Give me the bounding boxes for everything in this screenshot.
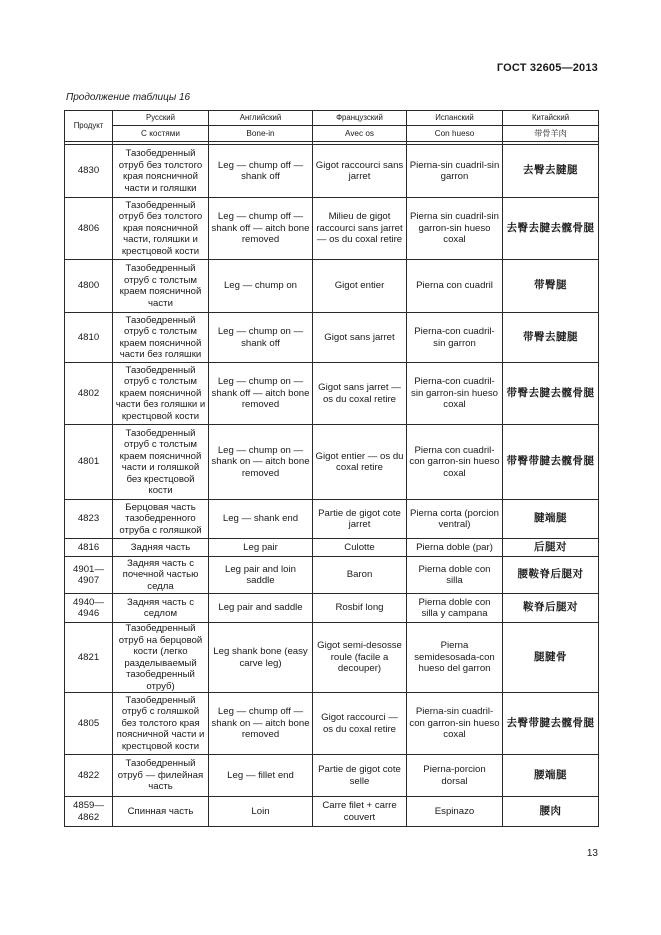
translation-table [64,110,599,827]
table-row [65,594,599,623]
product-code: 4802 [65,363,113,425]
russian-name: Берцовая часть тазобедренного отруба с голяшкой [113,500,209,539]
english-name: Leg shank bone (easy carve leg) [209,623,313,693]
table-row [65,539,599,557]
chinese-name: 带臀腿 [503,260,599,313]
russian-name: Тазобедренный отруб с голяшкой без толстого края поясничной части и крестцовой кости [113,693,209,755]
product-code: 4901—4907 [65,557,113,594]
product-code: 4801 [65,425,113,500]
chinese-name: 腿腱骨 [503,623,599,693]
spanish-name: Espinazo [407,797,503,827]
russian-name: Тазобедренный отруб без толстого края поясничной части и голяшки [113,145,209,198]
subheader-spanish: Con hueso [407,126,503,142]
chinese-name: 带臀去腱腿 [503,313,599,363]
chinese-name: 腱端腿 [503,500,599,539]
french-name: Gigot entier [313,260,407,313]
header-product: Продукт [65,111,113,142]
spanish-name: Pierna-con cuadril-sin garron-sin hueso coxal [407,363,503,425]
header-spanish: Испанский [407,111,503,126]
table-row [65,425,599,500]
french-name: Milieu de gigot raccourci sans jarret — os du coxal retire [313,198,407,260]
product-code: 4822 [65,755,113,797]
russian-name: Тазобедренный отруб на берцовой кости (легко разделываемый тазобедренный отруб) [113,623,209,693]
table-row [65,623,599,693]
russian-name: Задняя часть с седлом [113,594,209,623]
spanish-name: Pierna-sin cuadril-sin garron [407,145,503,198]
chinese-name: 腰鞍脊后腿对 [503,557,599,594]
french-name: Gigot semi-desosse roule (facile a decouper) [313,623,407,693]
spanish-name: Pierna corta (porcion ventral) [407,500,503,539]
french-name: Gigot raccourci — os du coxal retire [313,693,407,755]
product-code: 4821 [65,623,113,693]
english-name: Leg — chump on — shank off — aitch bone removed [209,363,313,425]
subheader-english: Bone-in [209,126,313,142]
spanish-name: Pierna doble con silla y campana [407,594,503,623]
chinese-name: 去臀去腱腿 [503,145,599,198]
page-number: 13 [586,848,598,859]
english-name: Leg — chump on — shank off [209,313,313,363]
russian-name: Тазобедренный отруб с толстым краем поясничной части без голяшки [113,313,209,363]
spanish-name: Pierna-sin cuadril-con garron-sin hueso coxal [407,693,503,755]
french-name: Partie de gigot cote selle [313,755,407,797]
header-chinese: Китайский [503,111,599,126]
chinese-name: 去臀带腱去髋骨腿 [503,693,599,755]
subheader-chinese: 带骨羊肉 [503,126,599,142]
chinese-name: 后腿对 [503,539,599,557]
table-row [65,198,599,260]
french-name: Gigot entier — os du coxal retire [313,425,407,500]
product-code: 4830 [65,145,113,198]
french-name: Partie de gigot cote jarret [313,500,407,539]
chinese-name: 带臀去腱去髋骨腿 [503,363,599,425]
english-name: Leg — chump off — shank off — aitch bone removed [209,198,313,260]
chinese-name: 带臀带腱去髋骨腿 [503,425,599,500]
chinese-name: 腰端腿 [503,755,599,797]
table-caption: Продолжение таблицы 16 [66,92,191,103]
chinese-name: 腰肉 [503,797,599,827]
english-name: Leg — chump on — shank on — aitch bone removed [209,425,313,500]
product-code: 4805 [65,693,113,755]
french-name: Rosbif long [313,594,407,623]
chinese-name: 去臀去腱去髋骨腿 [503,198,599,260]
english-name: Leg — shank end [209,500,313,539]
header-english: Английский [209,111,313,126]
spanish-name: Pierna con cuadril [407,260,503,313]
table-row [65,755,599,797]
russian-name: Спинная часть [113,797,209,827]
spanish-name: Pierna-porcion dorsal [407,755,503,797]
table-row [65,693,599,755]
product-code: 4940—4946 [65,594,113,623]
french-name: Gigot sans jarret [313,313,407,363]
russian-name: Тазобедренный отруб с толстым краем поясничной части и голяшкой без крестцовой кости [113,425,209,500]
english-name: Leg — fillet end [209,755,313,797]
english-name: Loin [209,797,313,827]
header-russian: Русский [113,111,209,126]
table-row [65,260,599,313]
english-name: Leg — chump on [209,260,313,313]
table-row [65,363,599,425]
russian-name: Тазобедренный отруб — филейная часть [113,755,209,797]
english-name: Leg — chump off — shank on — aitch bone removed [209,693,313,755]
french-name: Gigot sans jarret — os du coxal retire [313,363,407,425]
english-name: Leg pair [209,539,313,557]
subheader-russian: С костями [113,126,209,142]
chinese-name: 鞍脊后腿对 [503,594,599,623]
russian-name: Задняя часть с почечной частью седла [113,557,209,594]
russian-name: Тазобедренный отруб с толстым краем поясничной части без голяшки и крестцовой кости [113,363,209,425]
product-code: 4810 [65,313,113,363]
english-name: Leg pair and saddle [209,594,313,623]
english-name: Leg — chump off — shank off [209,145,313,198]
english-name: Leg pair and loin saddle [209,557,313,594]
table-row [65,557,599,594]
product-code: 4823 [65,500,113,539]
russian-name: Задняя часть [113,539,209,557]
table-row [65,500,599,539]
product-code: 4859—4862 [65,797,113,827]
product-code: 4800 [65,260,113,313]
french-name: Baron [313,557,407,594]
subheader-french: Avec os [313,126,407,142]
spanish-name: Pierna doble con silla [407,557,503,594]
french-name: Culotte [313,539,407,557]
french-name: Gigot raccourci sans jarret [313,145,407,198]
french-name: Carre filet + carre couvert [313,797,407,827]
header-french: Французский [313,111,407,126]
table-row [65,797,599,827]
standard-number: ГОСТ 32605—2013 [496,62,598,74]
spanish-name: Pierna doble (par) [407,539,503,557]
product-code: 4816 [65,539,113,557]
table-row [65,145,599,198]
spanish-name: Pierna-con cuadril-sin garron [407,313,503,363]
spanish-name: Pierna semidesosada-con hueso del garron [407,623,503,693]
russian-name: Тазобедренный отруб без толстого края поясничной части, голяшки и крестцовой кости [113,198,209,260]
product-code: 4806 [65,198,113,260]
spanish-name: Pierna sin cuadril-sin garron-sin hueso coxal [407,198,503,260]
russian-name: Тазобедренный отруб с толстым краем поясничной части [113,260,209,313]
table-row [65,313,599,363]
spanish-name: Pierna con cuadril-con garron-sin hueso coxal [407,425,503,500]
